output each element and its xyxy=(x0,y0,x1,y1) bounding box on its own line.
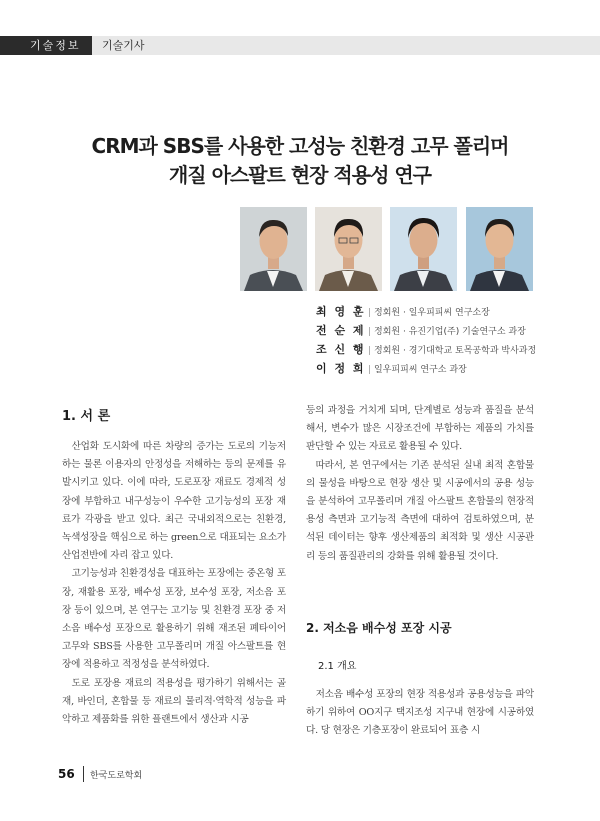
paragraph: 따라서, 본 연구에서는 기존 분석된 실내 최적 혼합물의 물성을 바탕으로 현장 생산 및 시공에서의 공용 성능을 분석하여 고무폴리머 개질 아스팔트 혼합물의 현장적용성 측면과 고기능적 측면에 대하여 검토하였으며, 분석된 데이터는 향후 생산제품의 최적화 및 생산 시공관리 등의 품질관리의 강화를 위해 활용될 것이다. xyxy=(306,459,534,562)
section-2-heading: 2. 저소음 배수성 포장 시공 xyxy=(306,621,452,635)
footer-source: 한국도로학회 xyxy=(90,771,143,781)
author-photo-1 xyxy=(240,207,307,291)
subsection-tag-bar xyxy=(92,36,600,55)
paragraph: 등의 과정을 거치게 되며, 단계별로 성능과 품질을 분석해서, 변수가 많은 시장조건에 부합하는 제품의 가치를 판단할 수 있는 자료로 활용될 수 있다. xyxy=(306,405,534,453)
paragraph: 도로 포장용 재료의 적용성을 평가하기 위해서는 골재, 바인더, 혼합물 등 재료의 물리적·역학적 성능을 파악하고 제품화를 위한 플랜트에서 생산과 시공 xyxy=(62,677,286,726)
author-affiliation: 정회원 · 경기대학교 토목공학과 박사과정 xyxy=(374,346,537,356)
author-affiliation: 정회원 · 유진기업(주) 기술연구소 과장 xyxy=(374,327,526,337)
section-2-1-body xyxy=(306,686,534,741)
author-photo-3 xyxy=(390,207,457,291)
author-affiliation: 일우피피씨 연구소 과장 xyxy=(374,365,467,375)
right-column xyxy=(306,402,534,566)
paragraph: 고기능성과 친환경성을 대표하는 포장에는 중온형 포장, 재활용 포장, 배수성 포장, 보수성 포장, 저소음 포장 등이 있으며, 본 연구는 고기능 및 친환경 포장 중 저소음 배수성 포장으로 활용하기 위해 재조된 폐타이어 고무와 SBS를 사용한 고무폴리머 개질 아스팔트를 현장에 적용하고 적정성을 분석하였다. xyxy=(62,568,286,671)
footer-divider xyxy=(83,766,84,782)
author-3: 조 신 행 | 정회원 · 경기대학교 토목공학과 박사과정 xyxy=(316,343,537,356)
author-name: 이 정 희 xyxy=(316,362,366,375)
section-tag: 기술정보 xyxy=(0,36,92,55)
paragraph: 저소음 배수성 포장의 현장 적용성과 공용성능을 파악하기 위하여 OO지구 택지조성 지구내 현장에 시공하였다. 당 현장은 기층포장이 완료되어 표층 시 xyxy=(306,689,534,737)
author-4: 이 정 희 | 일우피피씨 연구소 과장 xyxy=(316,362,467,375)
author-name: 조 신 행 xyxy=(316,343,366,356)
subsection-tag: 기술기사 xyxy=(102,39,145,52)
author-1: 최 영 훈 | 정회원 · 일우피피씨 연구소장 xyxy=(316,305,490,318)
page-number: 56 xyxy=(58,767,75,781)
author-affiliation: 정회원 · 일우피피씨 연구소장 xyxy=(374,308,490,318)
section-2-1-heading: 2.1 개요 xyxy=(318,661,357,672)
paragraph: 산업화 도시화에 따른 차량의 증가는 도로의 기능저하는 물론 이용자의 안정성을 저해하는 등의 문제를 유발시키고 있다. 이에 따라, 도로포장 재료도 경제적 성장에 부합하고 내구성능이 우수한 고기능성의 포장 재료가 각광을 받고 있다. 최근 국내외적으로는 친환경, 녹색성장을 핵심으로 하는 green으로 대표되는 요소가 산업전반에 자리 잡고 있다. xyxy=(62,441,286,562)
left-column xyxy=(62,438,286,729)
author-name: 전 순 제 xyxy=(316,324,366,337)
title-line-2: 개질 아스팔트 현장 적용성 연구 xyxy=(168,163,431,187)
author-2: 전 순 제 | 정회원 · 유진기업(주) 기술연구소 과장 xyxy=(316,324,526,337)
author-name: 최 영 훈 xyxy=(316,305,366,318)
title-line-1: CRM과 SBS를 사용한 고성능 친환경 고무 폴리머 xyxy=(91,134,509,158)
author-photo-2 xyxy=(315,207,382,291)
intro-heading: 1. 서 론 xyxy=(62,409,111,424)
author-photo-4 xyxy=(466,207,533,291)
